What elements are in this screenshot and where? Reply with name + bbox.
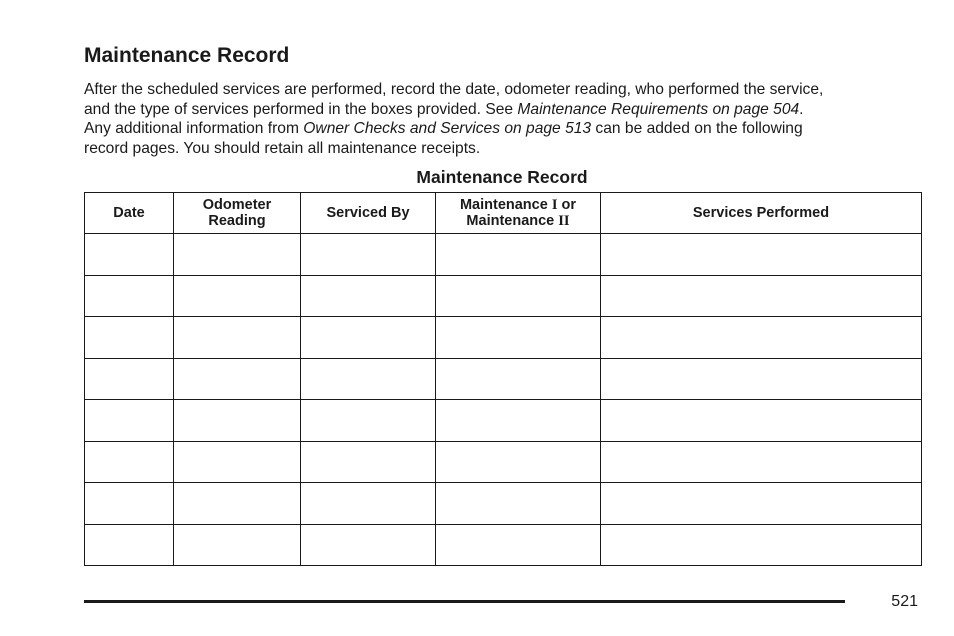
footer-rule: [84, 600, 845, 603]
header-serviced-by: [301, 193, 436, 234]
services-performed-cell[interactable]: [601, 358, 922, 400]
maintenance-type-cell[interactable]: [436, 358, 601, 400]
maintenance-type-cell[interactable]: [436, 400, 601, 442]
table-row: [85, 400, 922, 442]
header-maint-label-1: Maintenance: [459, 197, 552, 213]
table-row: [85, 358, 922, 400]
header-maint-roman-1: I: [551, 197, 558, 213]
maintenance-requirements-reference[interactable]: Maintenance Requirements on page 504: [517, 100, 800, 118]
intro-paragraph: [84, 80, 924, 158]
intro-line-4: record pages. You should retain all maintenance receipts.: [84, 139, 481, 157]
odometer-cell[interactable]: [174, 524, 301, 566]
intro-line-1: After the scheduled services are performed, record the date, odometer reading, who performed the service,: [84, 81, 824, 98]
date-cell[interactable]: [85, 275, 174, 317]
maintenance-type-cell[interactable]: [436, 275, 601, 317]
services-performed-cell[interactable]: [601, 275, 922, 317]
odometer-cell[interactable]: [174, 234, 301, 276]
table-row: [85, 275, 922, 317]
maintenance-type-cell[interactable]: [436, 524, 601, 566]
serviced-by-cell[interactable]: [301, 275, 436, 317]
header-services-performed: [601, 193, 922, 234]
serviced-by-cell[interactable]: [301, 358, 436, 400]
intro-line-3-end: can be added on the following: [591, 120, 803, 137]
serviced-by-cell[interactable]: [301, 400, 436, 442]
odometer-cell[interactable]: [174, 275, 301, 317]
intro-line-3-text: Any additional information from: [84, 120, 304, 137]
header-maint-label-2: Maintenance: [466, 213, 559, 229]
services-performed-cell[interactable]: [601, 483, 922, 525]
table-body: [85, 234, 922, 566]
maintenance-type-cell[interactable]: [436, 317, 601, 359]
header-date: [85, 193, 174, 234]
date-cell[interactable]: [85, 358, 174, 400]
services-performed-cell[interactable]: [601, 441, 922, 483]
header-serviced-by-label: Serviced By: [326, 205, 410, 221]
page-number: 521: [891, 593, 918, 610]
serviced-by-cell[interactable]: [301, 524, 436, 566]
table-row: [85, 441, 922, 483]
odometer-cell[interactable]: [174, 317, 301, 359]
services-performed-cell[interactable]: [601, 400, 922, 442]
services-performed-cell[interactable]: [601, 234, 922, 276]
intro-line-2-end: .: [799, 100, 804, 118]
date-cell[interactable]: [85, 483, 174, 525]
header-odometer-reading: [174, 193, 301, 234]
services-performed-cell[interactable]: [601, 524, 922, 566]
maintenance-type-cell[interactable]: [436, 441, 601, 483]
owner-checks-reference[interactable]: Owner Checks and Services on page 513: [303, 120, 592, 137]
header-maintenance-type: [436, 193, 601, 234]
date-cell[interactable]: [85, 317, 174, 359]
table-row: [85, 317, 922, 359]
date-cell[interactable]: [85, 234, 174, 276]
table-header-row: [85, 193, 922, 234]
maintenance-record-table: [84, 192, 922, 566]
header-maint-label-1-end: or: [557, 197, 577, 213]
page-title: Maintenance Record: [84, 44, 290, 67]
odometer-cell[interactable]: [174, 358, 301, 400]
serviced-by-cell[interactable]: [301, 441, 436, 483]
odometer-cell[interactable]: [174, 441, 301, 483]
header-odometer-label-1: Odometer: [202, 197, 272, 213]
date-cell[interactable]: [85, 441, 174, 483]
maintenance-type-cell[interactable]: [436, 483, 601, 525]
serviced-by-cell[interactable]: [301, 234, 436, 276]
odometer-cell[interactable]: [174, 400, 301, 442]
table-caption: Maintenance Record: [416, 167, 588, 187]
header-services-label: Services Performed: [692, 205, 830, 221]
table-row: [85, 483, 922, 525]
table-row: [85, 234, 922, 276]
date-cell[interactable]: [85, 524, 174, 566]
header-date-label: Date: [113, 205, 145, 221]
date-cell[interactable]: [85, 400, 174, 442]
intro-line-2-text: and the type of services performed in the boxes provided. See: [84, 100, 518, 118]
maintenance-type-cell[interactable]: [436, 234, 601, 276]
table-row: [85, 524, 922, 566]
odometer-cell[interactable]: [174, 483, 301, 525]
header-maint-roman-2: II: [558, 213, 570, 229]
services-performed-cell[interactable]: [601, 317, 922, 359]
serviced-by-cell[interactable]: [301, 317, 436, 359]
serviced-by-cell[interactable]: [301, 483, 436, 525]
header-odometer-label-2: Reading: [208, 213, 266, 229]
